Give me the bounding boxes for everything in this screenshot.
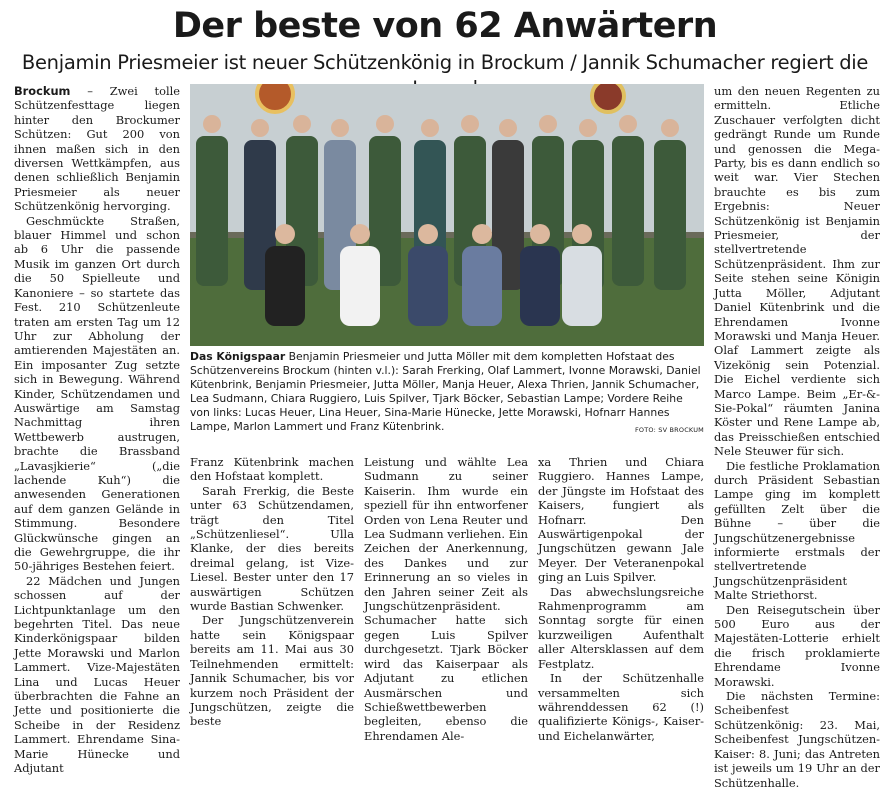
article-paragraph: Franz Kütenbrink machen den Hofstaat komplett. (190, 455, 354, 484)
person-front-row (418, 224, 438, 244)
person-back-row (251, 119, 269, 137)
person-back-row (421, 119, 439, 137)
person-back-row (331, 119, 349, 137)
person-front-row (572, 224, 592, 244)
person-front-row (562, 246, 602, 326)
person-front-row (472, 224, 492, 244)
person-front-row (275, 224, 295, 244)
person-back-row (376, 115, 394, 133)
dateline: Brockum (14, 84, 71, 98)
article-column-4 (538, 455, 704, 743)
person-back-row (203, 115, 221, 133)
person-front-row (340, 246, 380, 326)
article-paragraph: 22 Mädchen und Jungen schossen auf der Lichtpunktanlage um den begehrten Titel. Das neue Kinderkönigspaar bilden Jette Morawski und Marlon Lammert. Vize-Majestäten Lina und Lucas Heuer überbrachten die Fahne an Jette und positionierte die Scheibe in der Residenz Lammert. Ehrendame Sina-Marie Hünecke und Adjutant (14, 573, 180, 776)
article-paragraph: um den neuen Regenten zu ermitteln. Etliche Zuschauer verfolgten dicht gedrängt Runde um Runde und genossen die Mega-Party, bis es dann endlich so weit war. Vier Stechen brauchte es bis zum Ergebnis: Neuer Schützenkönig ist Benjamin Priesmeier, der stellvertretende Schützenpräsident. Ihm zur Seite stehen seine Königin Jutta Möller, Adjutant Daniel Kütenbrink und die Ehrendamen Ivonne Morawski und Manja Heuer. Olaf Lammert zeigte als Vizekönig sein Potenzial. Die Eichel verdiente sich Marco Lampe. Beim „Er-&-Sie-Pokal“ räumten Janina Köster und Rene Lampe ab, das Preisschießen entschied Nele Steuwer für sich. (714, 84, 880, 459)
article-paragraph: Der Jungschützenverein hatte sein Königspaar bereits am 11. Mai aus 30 Teilnehmenden ermittelt: Jannik Schumacher, bis vor kurzem noch Präsident der Jungschützen, zeigte die beste (190, 613, 354, 729)
subheadline: Benjamin Priesmeier ist neuer Schützenkönig in Brockum / Jannik Schumacher regiert die (21, 51, 869, 74)
person-front-row (520, 246, 560, 326)
article-paragraph: Schumacher hatte sich gegen Luis Spilver durchgesetzt. Tjark Böcker wird das Kaiserpaar als Adjutant zu etlichen Ausmärschen und Schießwettbewerben begleiten, ebenso die Ehrendamen Ale- (364, 613, 528, 743)
article-column-2 (190, 455, 354, 729)
article-paragraph: Leistung und wählte Lea Sudmann zu seiner Kaiserin. Ihm wurde ein speziell für ihn entworfener Orden von Lena Reuter und Lea Sudmann verliehen. Ein Zeichen der Anerkennung, des Dankes und zur Erinnerung an so vieles in den Jahren seiner Zeit als Jungschützenpräsident. (364, 455, 528, 614)
caption-text: Benjamin Priesmeier und Jutta Möller mit dem kompletten Hofstaat des Schützenvereins Brockum (hinten v.l.): Sarah Frerking, Olaf Lammert, Ivonne Morawski, Daniel Kütenbrink, Benjamin Priesmeier, Jutta Möller, Manja Heuer, Alexa Thrien, Jannik Schumacher, Lea Sudmann, Chiara Ruggiero, Luis Spilver, Tjark Böcker, Sebastian Lampe; Vordere Reihe von links: Lucas Heuer, Lina Heuer, Sina-Marie Hünecke, Jette Morawski, Hofnarr Hannes Lampe, Marlon Lammert und Franz Kütenbrink. (190, 350, 701, 433)
person-front-row (408, 246, 448, 326)
person-back-row (579, 119, 597, 137)
person-back-row (654, 140, 686, 290)
article-paragraph: Den Reisegutschein über 500 Euro aus der Majestäten-Lotterie erhielt die frisch proklamierte Ehrendame Ivonne Morawski. (714, 602, 880, 689)
person-back-row (499, 119, 517, 137)
article-column-1 (14, 84, 180, 776)
headline: Der beste von 62 Anwärtern (172, 6, 718, 46)
article-paragraph: Die festliche Proklamation durch Präsident Sebastian Lampe ging im komplett gefüllten Zelt über die Bühne – über die Jungschützenergebnisse informierte erstmals der stellvertretende Jungschützenpräsident Malte Striethorst. (714, 458, 880, 603)
person-back-row (619, 115, 637, 133)
article-paragraph: Die nächsten Termine: Scheibenfest Schützenkönig: 23. Mai, Scheibenfest Jungschützen-Kaiser: 8. Juni; das Antreten ist jeweils um 19 Uhr an der Schützenhalle. (714, 689, 880, 790)
article-paragraph: xa Thrien und Chiara Ruggiero. Hannes Lampe, der Jüngste im Hofstaat des Kaisers, fungiert als Hofnarr. Den Auswärtigenpokal der Jungschützen gewann Jale Meyer. Der Veteranenpokal ging an Luis Spilver. (538, 455, 704, 585)
person-front-row (530, 224, 550, 244)
caption-lead: Das Königspaar (190, 350, 286, 363)
person-front-row (265, 246, 305, 326)
person-back-row (293, 115, 311, 133)
person-back-row (661, 119, 679, 137)
person-front-row (350, 224, 370, 244)
article-paragraph: Das abwechslungsreiche Rahmenprogramm am Sonntag sorgte für einen kurzweiligen Aufenthalt aller Altersklassen auf dem Festplatz. (538, 584, 704, 671)
person-back-row (196, 136, 228, 286)
photo-caption (190, 350, 704, 434)
article-column-5 (714, 84, 880, 790)
person-back-row (461, 115, 479, 133)
person-back-row (612, 136, 644, 286)
article-paragraph: Sarah Frerkig, die Beste unter 63 Schützendamen, trägt den Titel „Schützenliesel“. Ulla Klanke, der dies bereits dreimal gelang, ist Vize-Liesel. Bester unter den 17 auswärtigen Schützen wurde Bastian Schwenker. (190, 483, 354, 614)
photo-credit: FOTO: SV BROCKUM (634, 426, 704, 434)
article-lead-paragraph: Brockum – Zwei tolle Schützenfesttage liegen hinter den Brockumer Schützen: Gut 200 von ihnen maßen sich in den diversen Wettkämpfen, aus denen schließlich Benjamin Priesmeier als neuer Schützenkönig hervorging. (14, 84, 180, 214)
article-column-3 (364, 455, 528, 743)
article-paragraph: In der Schützenhalle versammelten sich währenddessen 62 (!) qualifizierte Königs-, Kaiser- und Eichelanwärter, (538, 671, 704, 743)
article-paragraph: Geschmückte Straßen, blauer Himmel und schon ab 6 Uhr die passende Musik im ganzen Ort durch die 50 Spielleute und Kanoniere – so startete das Fest. 210 Schützenleute traten am ersten Tag um 12 Uhr zur Abholung der amtierenden Majestäten an. Ein imposanter Zug setzte sich in Bewegung. Während Kinder, Schützendamen und Auswärtige am Samstag Nachmittag ihren Wettbewerb austrugen, brachte die Brassband „Lavasjkierie“ („die lachende Kuh“) die anwesenden Generationen auf dem ganzen Gelände in Stimmung. Besondere Glückwünsche gingen an die Gewehrgruppe, die ihr 50-jähriges Bestehen feiert. (14, 213, 180, 574)
group-photo (190, 84, 704, 346)
person-front-row (462, 246, 502, 326)
person-back-row (539, 115, 557, 133)
